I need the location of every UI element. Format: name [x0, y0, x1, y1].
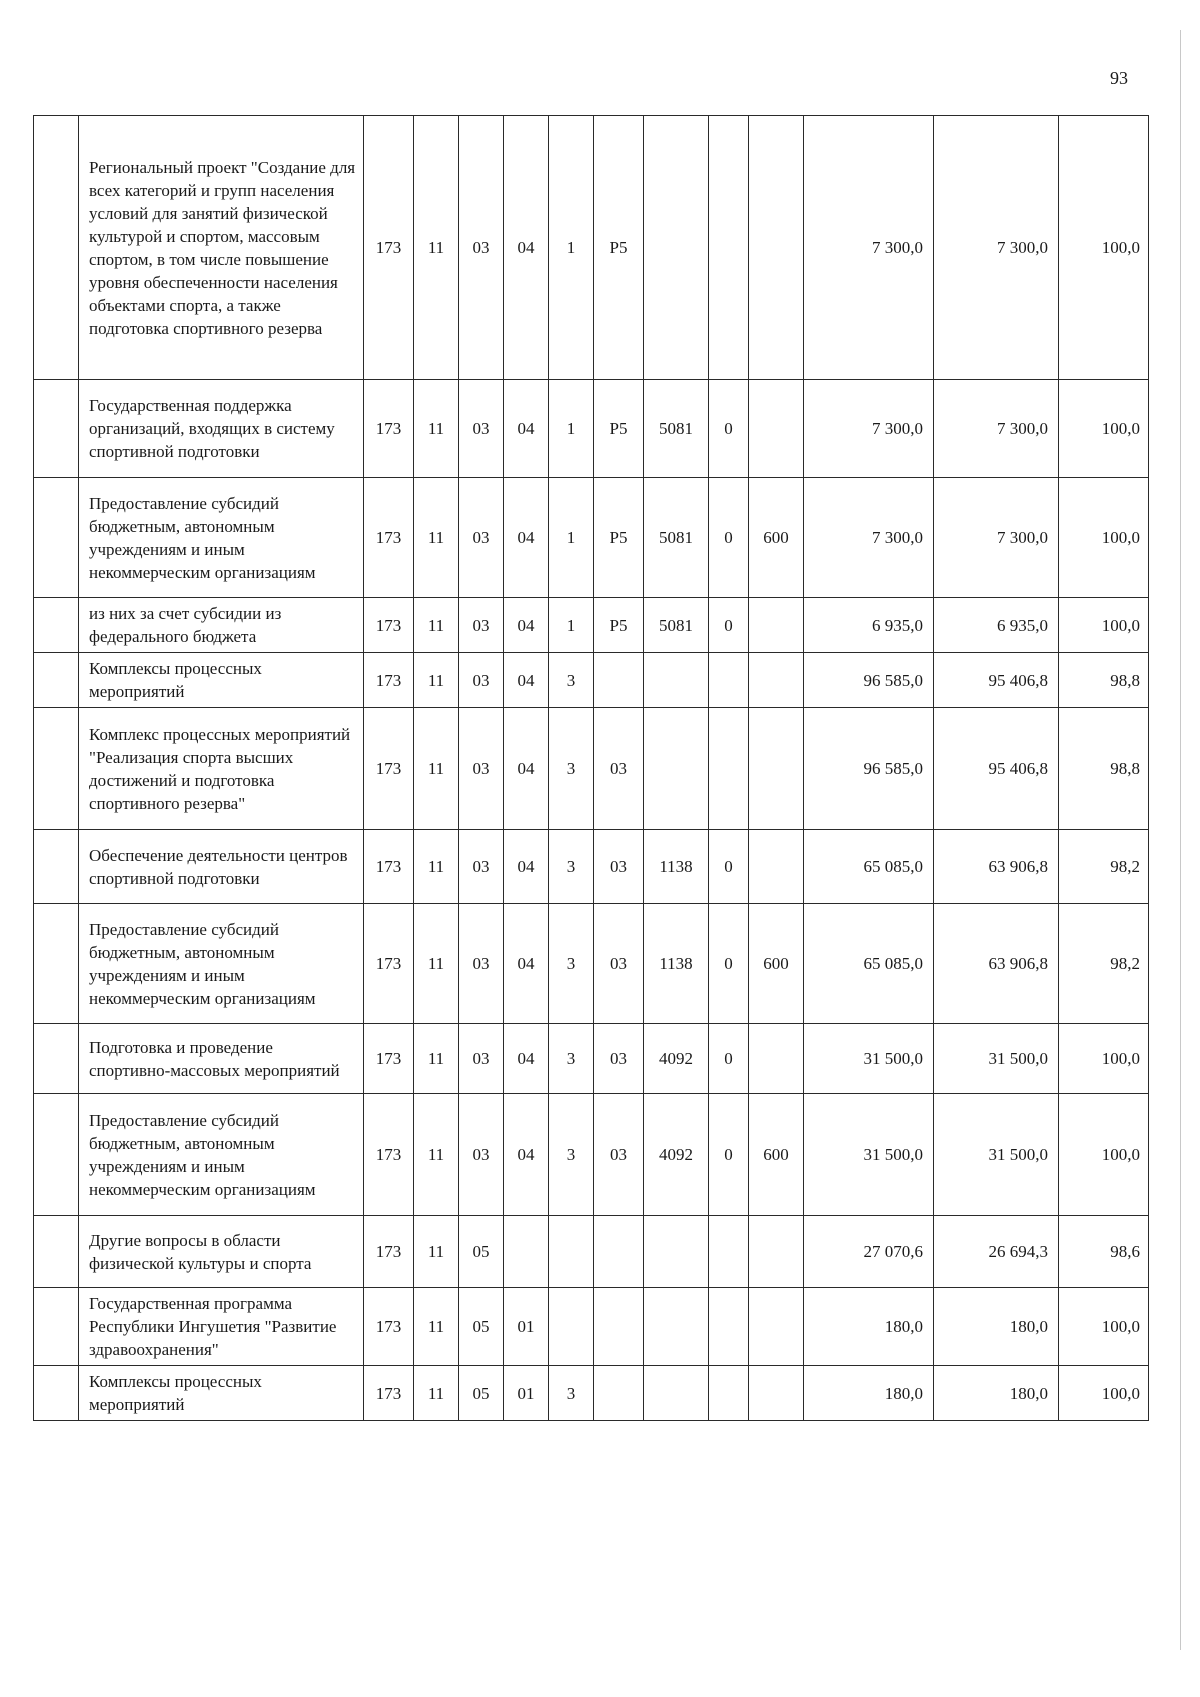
plan-amount-cell: 7 300,0 — [804, 478, 934, 598]
code-cell: 173 — [364, 1366, 414, 1421]
plan-amount-cell: 96 585,0 — [804, 653, 934, 708]
row-name-cell: Предоставление субсидий бюджетным, автономным учреждениям и иным некоммерческим организациям — [79, 904, 364, 1024]
code-cell: 600 — [749, 478, 804, 598]
code-cell: 04 — [504, 904, 549, 1024]
plan-amount-cell: 7 300,0 — [804, 116, 934, 380]
fact-amount-cell: 180,0 — [934, 1366, 1059, 1421]
fact-amount-cell: 7 300,0 — [934, 380, 1059, 478]
code-cell: 4092 — [644, 1094, 709, 1216]
code-cell: 03 — [594, 708, 644, 830]
code-cell: 5081 — [644, 478, 709, 598]
row-index-cell — [34, 1288, 79, 1366]
code-cell: 0 — [709, 598, 749, 653]
code-cell: 11 — [414, 598, 459, 653]
row-name-cell: Предоставление субсидий бюджетным, автономным учреждениям и иным некоммерческим организациям — [79, 1094, 364, 1216]
code-cell — [594, 1288, 644, 1366]
percent-cell: 98,2 — [1059, 904, 1149, 1024]
code-cell: 11 — [414, 653, 459, 708]
plan-amount-cell: 27 070,6 — [804, 1216, 934, 1288]
table-row — [34, 708, 1149, 830]
code-cell: 11 — [414, 1094, 459, 1216]
code-cell — [749, 598, 804, 653]
plan-amount-cell: 31 500,0 — [804, 1024, 934, 1094]
plan-amount-cell: 6 935,0 — [804, 598, 934, 653]
row-index-cell — [34, 830, 79, 904]
code-cell — [749, 653, 804, 708]
code-cell: P5 — [594, 598, 644, 653]
code-cell — [594, 1216, 644, 1288]
code-cell: 01 — [504, 1366, 549, 1421]
percent-cell: 98,6 — [1059, 1216, 1149, 1288]
budget-table — [33, 115, 1149, 1421]
code-cell: 04 — [504, 1024, 549, 1094]
plan-amount-cell: 180,0 — [804, 1288, 934, 1366]
code-cell — [504, 1216, 549, 1288]
row-name-cell: Государственная поддержка организаций, входящих в систему спортивной подготовки — [79, 380, 364, 478]
row-name-cell: Другие вопросы в области физической культуры и спорта — [79, 1216, 364, 1288]
code-cell: 03 — [459, 904, 504, 1024]
fact-amount-cell: 95 406,8 — [934, 708, 1059, 830]
code-cell: 173 — [364, 1216, 414, 1288]
code-cell: 11 — [414, 1024, 459, 1094]
percent-cell: 100,0 — [1059, 598, 1149, 653]
table-row — [34, 1366, 1149, 1421]
percent-cell: 98,8 — [1059, 653, 1149, 708]
percent-cell: 100,0 — [1059, 380, 1149, 478]
code-cell: 3 — [549, 904, 594, 1024]
fact-amount-cell: 6 935,0 — [934, 598, 1059, 653]
code-cell: 03 — [594, 1024, 644, 1094]
percent-cell: 98,2 — [1059, 830, 1149, 904]
code-cell: 173 — [364, 116, 414, 380]
code-cell: 11 — [414, 1366, 459, 1421]
row-index-cell — [34, 708, 79, 830]
code-cell — [749, 380, 804, 478]
code-cell: 11 — [414, 1216, 459, 1288]
code-cell: 11 — [414, 116, 459, 380]
code-cell — [644, 1216, 709, 1288]
code-cell: 3 — [549, 653, 594, 708]
code-cell: 600 — [749, 904, 804, 1024]
code-cell: 173 — [364, 380, 414, 478]
fact-amount-cell: 63 906,8 — [934, 904, 1059, 1024]
code-cell: 0 — [709, 380, 749, 478]
code-cell: 04 — [504, 830, 549, 904]
code-cell — [709, 1288, 749, 1366]
code-cell — [749, 708, 804, 830]
code-cell: 5081 — [644, 598, 709, 653]
code-cell: 05 — [459, 1366, 504, 1421]
code-cell — [749, 1288, 804, 1366]
code-cell: 1 — [549, 598, 594, 653]
percent-cell: 100,0 — [1059, 116, 1149, 380]
row-index-cell — [34, 904, 79, 1024]
code-cell: 11 — [414, 830, 459, 904]
table-row — [34, 598, 1149, 653]
code-cell: 03 — [459, 653, 504, 708]
code-cell — [644, 708, 709, 830]
row-name-cell: Региональный проект "Создание для всех категорий и групп населения условий для занятий физической культурой и спортом, массовым спортом, в том числе повышение уровня обеспеченности населения объектами спорта, а также подготовка спортивного резерва — [79, 116, 364, 380]
code-cell: P5 — [594, 116, 644, 380]
table-row — [34, 380, 1149, 478]
code-cell: P5 — [594, 380, 644, 478]
plan-amount-cell: 31 500,0 — [804, 1094, 934, 1216]
fact-amount-cell: 63 906,8 — [934, 830, 1059, 904]
code-cell: 5081 — [644, 380, 709, 478]
code-cell: 03 — [459, 1094, 504, 1216]
percent-cell: 98,8 — [1059, 708, 1149, 830]
code-cell: 0 — [709, 830, 749, 904]
row-index-cell — [34, 478, 79, 598]
code-cell: 03 — [459, 380, 504, 478]
code-cell: 173 — [364, 1094, 414, 1216]
code-cell: 04 — [504, 478, 549, 598]
code-cell: 11 — [414, 904, 459, 1024]
table-row — [34, 1024, 1149, 1094]
table-row — [34, 116, 1149, 380]
percent-cell: 100,0 — [1059, 478, 1149, 598]
code-cell: 173 — [364, 653, 414, 708]
code-cell: 03 — [594, 1094, 644, 1216]
code-cell: 3 — [549, 1366, 594, 1421]
row-index-cell — [34, 653, 79, 708]
table-row — [34, 1094, 1149, 1216]
code-cell: 03 — [594, 904, 644, 1024]
page-number: 93 — [1110, 68, 1128, 88]
code-cell — [644, 116, 709, 380]
code-cell: 1 — [549, 116, 594, 380]
code-cell: 03 — [459, 116, 504, 380]
code-cell: 1 — [549, 478, 594, 598]
code-cell: 3 — [549, 1024, 594, 1094]
code-cell: 0 — [709, 1094, 749, 1216]
page-edge-line — [1180, 30, 1181, 1650]
code-cell: 0 — [709, 478, 749, 598]
plan-amount-cell: 96 585,0 — [804, 708, 934, 830]
fact-amount-cell: 180,0 — [934, 1288, 1059, 1366]
code-cell — [709, 708, 749, 830]
code-cell — [644, 1288, 709, 1366]
code-cell — [749, 830, 804, 904]
code-cell: 173 — [364, 1288, 414, 1366]
row-name-cell: Обеспечение деятельности центров спортивной подготовки — [79, 830, 364, 904]
code-cell: 03 — [459, 708, 504, 830]
row-index-cell — [34, 1094, 79, 1216]
code-cell — [594, 653, 644, 708]
row-name-cell: Комплексы процессных мероприятий — [79, 653, 364, 708]
code-cell — [749, 1024, 804, 1094]
code-cell — [709, 1366, 749, 1421]
code-cell: P5 — [594, 478, 644, 598]
code-cell: 0 — [709, 904, 749, 1024]
code-cell — [644, 1366, 709, 1421]
code-cell: 1138 — [644, 830, 709, 904]
code-cell: 3 — [549, 708, 594, 830]
plan-amount-cell: 7 300,0 — [804, 380, 934, 478]
fact-amount-cell: 31 500,0 — [934, 1094, 1059, 1216]
code-cell: 04 — [504, 598, 549, 653]
plan-amount-cell: 65 085,0 — [804, 904, 934, 1024]
code-cell: 05 — [459, 1288, 504, 1366]
percent-cell: 100,0 — [1059, 1366, 1149, 1421]
code-cell: 05 — [459, 1216, 504, 1288]
code-cell: 04 — [504, 708, 549, 830]
code-cell — [749, 1366, 804, 1421]
row-name-cell: Комплекс процессных мероприятий "Реализация спорта высших достижений и подготовка спортивного резерва" — [79, 708, 364, 830]
code-cell: 3 — [549, 830, 594, 904]
code-cell — [709, 653, 749, 708]
code-cell: 4092 — [644, 1024, 709, 1094]
table-row — [34, 1288, 1149, 1366]
row-index-cell — [34, 598, 79, 653]
row-index-cell — [34, 1216, 79, 1288]
code-cell: 0 — [709, 1024, 749, 1094]
row-name-cell: Комплексы процессных мероприятий — [79, 1366, 364, 1421]
code-cell: 03 — [459, 830, 504, 904]
code-cell — [549, 1288, 594, 1366]
code-cell — [749, 1216, 804, 1288]
code-cell: 04 — [504, 380, 549, 478]
table-row — [34, 830, 1149, 904]
plan-amount-cell: 65 085,0 — [804, 830, 934, 904]
row-name-cell: из них за счет субсидии из федерального бюджета — [79, 598, 364, 653]
percent-cell: 100,0 — [1059, 1024, 1149, 1094]
code-cell: 04 — [504, 653, 549, 708]
code-cell: 1138 — [644, 904, 709, 1024]
code-cell: 600 — [749, 1094, 804, 1216]
code-cell: 11 — [414, 380, 459, 478]
code-cell: 03 — [459, 478, 504, 598]
code-cell: 01 — [504, 1288, 549, 1366]
fact-amount-cell: 26 694,3 — [934, 1216, 1059, 1288]
percent-cell: 100,0 — [1059, 1094, 1149, 1216]
plan-amount-cell: 180,0 — [804, 1366, 934, 1421]
code-cell: 11 — [414, 708, 459, 830]
code-cell: 03 — [594, 830, 644, 904]
code-cell: 03 — [459, 598, 504, 653]
row-index-cell — [34, 380, 79, 478]
code-cell: 11 — [414, 1288, 459, 1366]
row-index-cell — [34, 1024, 79, 1094]
code-cell: 1 — [549, 380, 594, 478]
code-cell — [549, 1216, 594, 1288]
row-index-cell — [34, 1366, 79, 1421]
code-cell: 173 — [364, 830, 414, 904]
code-cell — [709, 116, 749, 380]
code-cell — [594, 1366, 644, 1421]
fact-amount-cell: 95 406,8 — [934, 653, 1059, 708]
row-name-cell: Подготовка и проведение спортивно-массовых мероприятий — [79, 1024, 364, 1094]
code-cell: 173 — [364, 598, 414, 653]
percent-cell: 100,0 — [1059, 1288, 1149, 1366]
table-row — [34, 1216, 1149, 1288]
table-row — [34, 478, 1149, 598]
code-cell — [749, 116, 804, 380]
row-index-cell — [34, 116, 79, 380]
row-name-cell: Предоставление субсидий бюджетным, автономным учреждениям и иным некоммерческим организациям — [79, 478, 364, 598]
table-row — [34, 904, 1149, 1024]
code-cell — [644, 653, 709, 708]
row-name-cell: Государственная программа Республики Ингушетия "Развитие здравоохранения" — [79, 1288, 364, 1366]
code-cell: 04 — [504, 1094, 549, 1216]
code-cell — [709, 1216, 749, 1288]
code-cell: 173 — [364, 708, 414, 830]
table-row — [34, 653, 1149, 708]
code-cell: 3 — [549, 1094, 594, 1216]
code-cell: 173 — [364, 478, 414, 598]
code-cell: 03 — [459, 1024, 504, 1094]
fact-amount-cell: 7 300,0 — [934, 478, 1059, 598]
fact-amount-cell: 31 500,0 — [934, 1024, 1059, 1094]
code-cell: 11 — [414, 478, 459, 598]
code-cell: 173 — [364, 904, 414, 1024]
code-cell: 173 — [364, 1024, 414, 1094]
fact-amount-cell: 7 300,0 — [934, 116, 1059, 380]
code-cell: 04 — [504, 116, 549, 380]
